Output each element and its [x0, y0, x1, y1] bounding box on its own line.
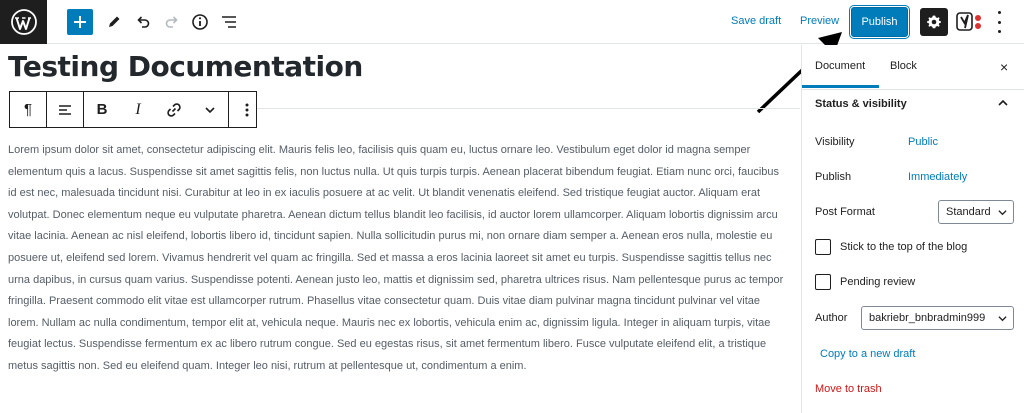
paragraph-block[interactable]: Lorem ipsum dolor sit amet, consectetur adipiscing elit. Mauris felis leo, facilisis quis quam eu, luctus ornare leo. Vestibulum eget dolor id magna semper elementum quis a lacus. Suspendisse sit amet sagittis felis, non luctus nulla. Ut quis turpis turpis. Aenean placerat bibendum feugiat. Etiam nunc orci, faucibus id est nec, malesuada tincidunt nisi. Curabitur at leo in ex iaculis posuere at ac velit. Ut blandit venenatis eleifend. Sed tristique feugiat auctor. Aliquam erat volutpat. Donec elementum neque eu vulputate pharetra. Aenean dictum tellus blandit leo facilisis, id auctor lorem ullamcorper. Aliquam lobortis dignissim arcu vitae lacinia. Aenean ac nisl eleifend, lobortis libero id, tincidunt sapien. Nulla sollicitudin purus mi, non ornare diam semper a. Aenean eros nulla, molestie eu posuere ut, eleifend sed lorem. Vivamus hendrerit vel quam ac fringilla. Sed et massa a eros lacinia laoreet sit amet eu turpis. Suspendisse sagittis tellus nec urna dapibus, in cursus quam varius. Suspendisse potenti. Aenean justo leo, mattis et dignissim sed, pharetra ultrices risus. Nam pellentesque purus ac tempor fringilla. Praesent commodo elit vitae est ullamcorper rutrum. Phasellus vitae consectetur quam. Duis vitae diam pulvinar magna tincidunt pulvinar vel vitae lorem. Nullam ac nulla condimentum, tempor elit at, vehicula neque. Mauris nec ex lobortis, vehicula enim ac, dignissim ligula. Integer in aliquam turpis, vitae feugiat lectus. Suspendisse fermentum ex ac libero rutrum congue. Sed eu egestas risus, sit amet fermentum libero. Fusce vulputate eleifend elit, a tristique metus sagittis non. Sed eu eleifend quam. Integer leo nisi, rutrum at pellentesque ut, condimentum a enim. [8, 144, 784, 372]
post-format-label: Post Format [815, 206, 875, 218]
sidebar-tabs [802, 45, 1024, 90]
settings-button[interactable] [920, 8, 948, 36]
author-value: bakriebr_bnbradmin999 [869, 312, 986, 324]
block-type-group [10, 92, 47, 127]
post-format-value: Standard [946, 206, 991, 218]
author-select[interactable] [861, 306, 1014, 330]
more-rich-text-button[interactable] [192, 92, 228, 127]
preview-button[interactable]: Preview [800, 15, 840, 27]
close-icon[interactable]: × [1000, 59, 1009, 75]
alignment-group [47, 92, 84, 127]
publish-date-toggle[interactable]: Immediately [908, 171, 968, 183]
tools-button[interactable] [100, 8, 128, 36]
visibility-label: Visibility [815, 136, 855, 148]
yoast-icon [956, 10, 984, 34]
block-toolbar [9, 91, 257, 128]
sticky-checkbox[interactable] [815, 239, 831, 255]
add-block-button[interactable] [67, 9, 93, 35]
publish-label: Publish [815, 171, 852, 183]
paragraph-block-switcher[interactable] [10, 92, 46, 127]
block-options-button[interactable] [229, 92, 265, 127]
tab-document[interactable]: Document [815, 60, 866, 72]
chevron-up-icon[interactable] [997, 97, 1009, 109]
visibility-toggle[interactable]: Public [908, 136, 938, 148]
redo-button[interactable] [158, 8, 186, 36]
format-group [84, 92, 229, 127]
align-button[interactable] [47, 92, 83, 127]
details-button[interactable] [186, 8, 214, 36]
vertical-ellipsis-icon [244, 102, 250, 118]
copy-to-draft-button[interactable]: Copy to a new draft [820, 348, 916, 360]
redo-icon [164, 14, 180, 30]
undo-icon [135, 14, 151, 30]
sticky-label[interactable]: Stick to the top of the blog [840, 241, 968, 253]
pending-review-label[interactable]: Pending review [840, 276, 916, 288]
gear-icon [926, 14, 942, 30]
post-title[interactable]: Testing Documentation [8, 50, 363, 83]
options-group [229, 92, 265, 127]
editor-top-bar [0, 0, 1024, 44]
info-icon [191, 13, 209, 31]
wordpress-w-icon [10, 8, 38, 36]
wordpress-logo-icon[interactable] [0, 0, 47, 44]
settings-sidebar [801, 45, 1024, 413]
italic-button[interactable]: I [135, 100, 141, 118]
more-tools-menu-icon[interactable] [992, 11, 1006, 33]
chevron-down-icon [998, 208, 1007, 217]
link-button[interactable] [156, 92, 192, 127]
save-draft-button[interactable]: Save draft [731, 15, 782, 27]
title-divider [255, 108, 800, 109]
link-icon [166, 102, 182, 118]
pencil-icon [106, 14, 122, 30]
yoast-seo-button[interactable] [956, 10, 984, 34]
author-label: Author [815, 312, 848, 324]
chevron-down-icon [204, 104, 216, 116]
move-to-trash-button[interactable]: Move to trash [815, 383, 882, 395]
undo-button[interactable] [129, 8, 157, 36]
chevron-down-icon [998, 314, 1007, 323]
tab-block[interactable]: Block [890, 60, 917, 72]
bold-button[interactable]: B [96, 101, 108, 118]
plus-icon [73, 15, 87, 29]
post-format-select[interactable] [938, 200, 1014, 224]
paragraph-icon: ¶ [23, 101, 33, 118]
align-left-icon [57, 102, 73, 118]
list-view-icon [220, 13, 238, 31]
block-navigation-button[interactable] [215, 8, 243, 36]
publish-button[interactable]: Publish [851, 7, 908, 37]
status-visibility-panel-toggle[interactable]: Status & visibility [815, 98, 907, 110]
pending-review-checkbox[interactable] [815, 274, 831, 290]
